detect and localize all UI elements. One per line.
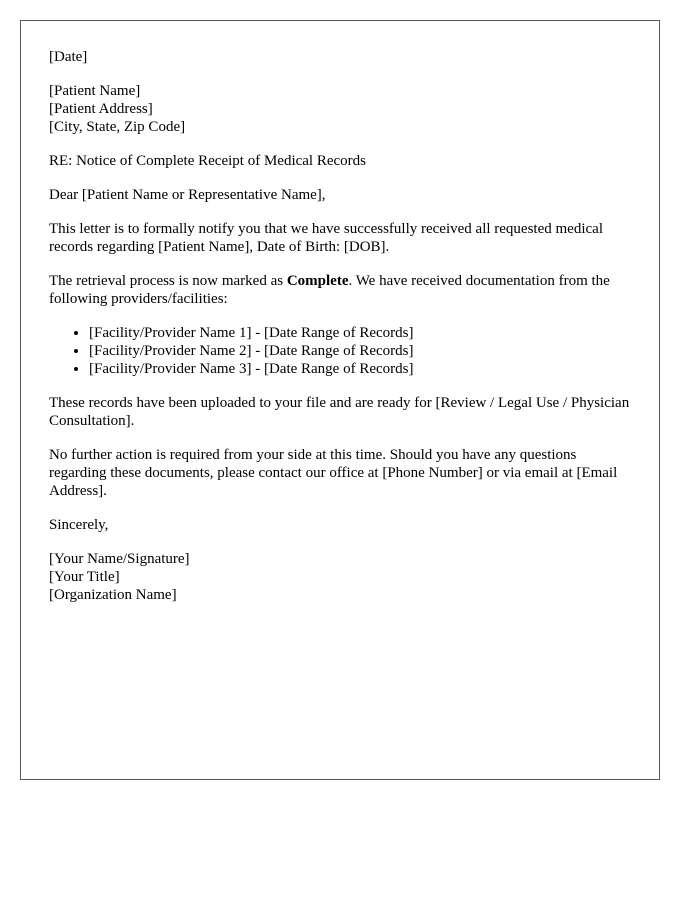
signature-title: [Your Title] (49, 569, 120, 585)
recipient-name: [Patient Name] (49, 83, 141, 99)
closing: Sincerely, (49, 517, 109, 533)
recipient-city-state-zip: [City, State, Zip Code] (49, 119, 186, 135)
body-paragraph-2 (49, 272, 631, 308)
signature-organization: [Organization Name] (49, 587, 177, 603)
list-item: • [Facility/Provider Name 2] - [Date Range of Records] (89, 342, 631, 360)
salutation: Dear [Patient Name or Representative Name], (49, 187, 326, 203)
body-paragraph-3: These records have been uploaded to your file and are ready for [Review / Legal Use / Physician Consultation]. (49, 395, 630, 429)
facility-list (49, 324, 631, 378)
para2-text-before: The retrieval process is now marked as (49, 273, 287, 289)
letter-page (20, 20, 660, 780)
body-paragraph-4: No further action is required from your side at this time. Should you have any questions regarding these documents, please contact our office at [Phone Number] or via email at [Email Address]. (49, 447, 618, 499)
para2-text-after: . We have received documentation from the following providers/facilities: (49, 273, 610, 307)
signature-name: [Your Name/Signature] (49, 551, 190, 567)
recipient-address: [Patient Address] (49, 101, 153, 117)
status-complete: Complete (286, 273, 349, 289)
letter-date: [Date] (49, 49, 88, 65)
recipient-block (49, 82, 631, 136)
body-paragraph-1: This letter is to formally notify you that we have successfully received all requested medical records regarding [Patient Name], Date of Birth: [DOB]. (49, 221, 603, 255)
list-item: • [Facility/Provider Name 1] - [Date Range of Records] (89, 324, 631, 342)
subject-line: RE: Notice of Complete Receipt of Medical Records (49, 153, 366, 169)
signature-block (49, 550, 631, 604)
list-item: • [Facility/Provider Name 3] - [Date Range of Records] (89, 360, 631, 378)
